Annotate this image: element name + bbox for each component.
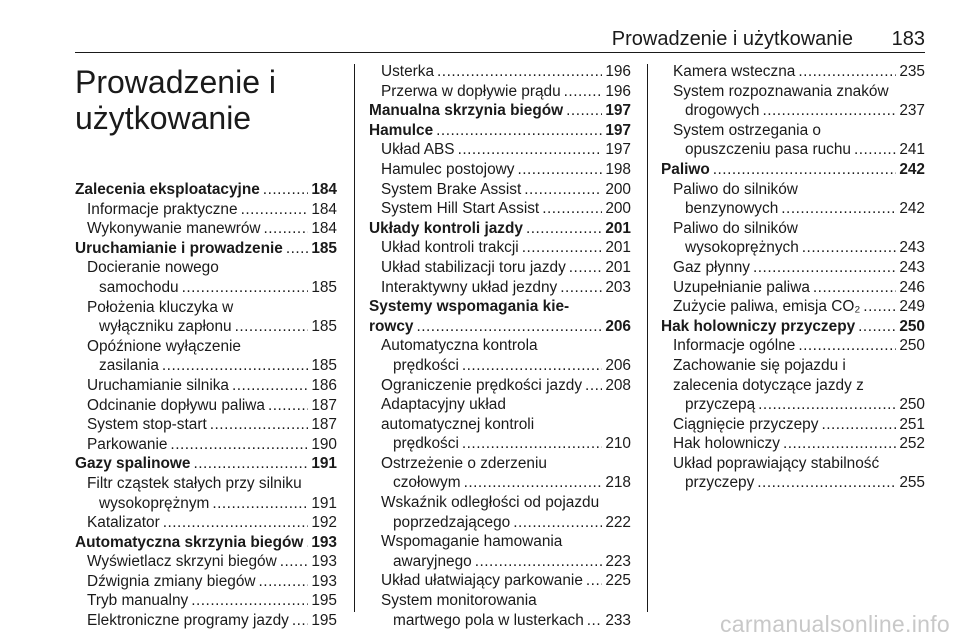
toc-entry-page: 197 [605, 141, 631, 159]
toc-entry[interactable] [369, 513, 631, 533]
toc-entry-line: Opóźnione wyłączenie [87, 337, 241, 355]
toc-entry-line: Wspomaganie hamowania [381, 533, 563, 551]
toc-section-entry[interactable] [75, 180, 337, 200]
toc-entry-line: Docieranie nowego [87, 259, 219, 277]
toc-entry-page: 250 [899, 337, 925, 355]
toc-entry-label: Ograniczenie prędkości jazdy [381, 376, 583, 394]
toc-entry-label: Elektroniczne programy jazdy [87, 612, 289, 630]
watermark: carmanualsonline.info [719, 611, 950, 637]
toc-entry-label: Hak holowniczy [673, 435, 780, 453]
toc-entry-label: opuszczeniu pasa ruchu [685, 141, 851, 159]
leader-dots [753, 258, 896, 278]
toc-entry[interactable] [75, 219, 337, 239]
toc-entry-page: 185 [311, 357, 337, 375]
toc-entry-label: Uruchamianie i prowadzenie [75, 239, 283, 257]
toc-entry-label: Dźwignia zmiany biegów [87, 572, 256, 590]
toc-entry-label: Układ kontroli trakcji [381, 239, 519, 257]
toc-entry[interactable] [661, 238, 925, 258]
leader-dots [569, 258, 603, 278]
leader-dots [758, 395, 896, 415]
column-divider-2 [647, 64, 648, 612]
leader-dots [587, 611, 603, 631]
toc-entry[interactable] [369, 571, 631, 591]
toc-entry[interactable] [75, 278, 337, 298]
toc-section-entry[interactable] [369, 101, 631, 121]
leader-dots [292, 611, 308, 631]
toc-entry-page: 246 [899, 278, 925, 296]
toc-entry[interactable] [661, 434, 925, 454]
toc-entry-page: 186 [311, 376, 337, 394]
toc-entry-page: 243 [899, 258, 925, 276]
leader-dots [232, 376, 308, 396]
toc-entry[interactable] [75, 611, 337, 631]
toc-entry-page: 255 [899, 474, 925, 492]
toc-entry[interactable] [661, 473, 925, 493]
leader-dots [585, 376, 602, 396]
toc-entry-page: 233 [605, 611, 631, 629]
toc-entry[interactable] [661, 336, 925, 356]
toc-entry-label: Zalecenia eksploatacyjne [75, 181, 260, 198]
leader-dots [564, 82, 603, 102]
page-number: 183 [891, 28, 925, 50]
toc-entry-label: Katalizator [87, 514, 160, 532]
leader-dots [798, 336, 896, 356]
toc-entry-page: 193 [311, 553, 337, 571]
toc-entry-label: Wyświetlacz skrzyni biegów [87, 553, 277, 571]
toc-entry-label: wyłączniku zapłonu [99, 318, 232, 336]
toc-entry-label: Układ stabilizacji toru jazdy [381, 258, 566, 276]
toc-entry[interactable] [369, 611, 631, 631]
toc-entry-page: 196 [605, 63, 631, 80]
toc-section-entry[interactable] [369, 317, 631, 337]
chapter-title-line-1: Prowadzenie i [75, 64, 276, 100]
leader-dots [263, 180, 309, 200]
toc-section-entry[interactable] [661, 317, 925, 337]
toc-entry-label: Gaz płynny [673, 258, 750, 276]
toc-entry-page: 200 [605, 180, 631, 198]
toc-entry[interactable] [75, 317, 337, 337]
leader-dots [513, 513, 602, 533]
column-divider-1 [354, 64, 355, 612]
toc-entry[interactable] [369, 160, 631, 180]
toc-column-1 [75, 62, 337, 631]
leader-dots [802, 238, 897, 258]
toc-entry[interactable] [369, 258, 631, 278]
toc-entry-page: 191 [311, 455, 337, 473]
toc-entry-label: poprzedzającego [393, 513, 511, 531]
toc-entry[interactable] [75, 494, 337, 514]
toc-entry-label: Układ ABS [381, 141, 455, 159]
toc-entry[interactable] [369, 376, 631, 396]
toc-entry-page: 193 [311, 572, 337, 590]
toc-entry-label: prędkości [393, 356, 459, 374]
leader-dots [162, 356, 308, 376]
toc-entry-page: 200 [605, 200, 631, 218]
leader-dots [762, 101, 896, 121]
toc-entry[interactable] [661, 199, 925, 219]
toc-entry[interactable] [75, 572, 337, 592]
toc-column-3 [661, 62, 925, 493]
toc-entry-page: 195 [311, 592, 337, 610]
toc-entry-label: drogowych [685, 102, 760, 120]
toc-entry-label: przyczepą [685, 396, 756, 414]
toc-entry-label: Wykonywanie manewrów [87, 220, 261, 238]
toc-entry[interactable] [661, 297, 925, 317]
toc-entry-label: System Brake Assist [381, 180, 522, 198]
toc-entry-page: 197 [605, 121, 631, 139]
leader-dots [783, 434, 896, 454]
toc-entry-page: 191 [311, 494, 337, 512]
toc-entry-label: Usterka [381, 63, 435, 80]
leader-dots [286, 239, 308, 259]
toc-section-entry[interactable] [75, 533, 337, 553]
toc-entry-page: 235 [899, 63, 925, 80]
leader-dots [542, 199, 602, 219]
toc-entry-label: Paliwo [661, 160, 710, 178]
toc-entry-page: 251 [899, 415, 925, 433]
toc-entry-label: martwego pola w lusterkach [393, 611, 584, 629]
toc-entry-page: 223 [605, 552, 631, 570]
toc-entry-page: 201 [605, 239, 631, 257]
toc-entry-page: 184 [311, 200, 337, 218]
toc-entry[interactable] [369, 473, 631, 493]
leader-dots [259, 572, 309, 592]
toc-entry[interactable] [369, 62, 631, 82]
leader-dots [462, 434, 602, 454]
leader-dots [821, 415, 896, 435]
toc-entry-line: Wskaźnik odległości od pojazdu [381, 494, 600, 512]
leader-dots [524, 180, 602, 200]
leader-dots [757, 473, 896, 493]
toc-entry-label: Układy kontroli jazdy [369, 219, 523, 237]
toc-entry-page: 187 [311, 416, 337, 434]
leader-dots [191, 591, 308, 611]
toc-entry-page: 192 [311, 514, 337, 532]
toc-entry[interactable] [75, 513, 337, 533]
toc-entry-label: Uruchamianie silnika [87, 376, 229, 394]
toc-entry[interactable] [661, 258, 925, 278]
toc-column-2 [369, 62, 631, 630]
toc-entry-label: Hamulec postojowy [381, 160, 515, 178]
header-title: Prowadzenie i użytkowanie [611, 28, 853, 50]
toc-entry-label: samochodu [99, 278, 179, 296]
toc-entry-page: 185 [311, 278, 337, 296]
leader-dots [858, 317, 896, 337]
leader-dots [193, 454, 308, 474]
toc-entry-page: 250 [899, 317, 925, 335]
leader-dots [163, 513, 309, 533]
toc-entry[interactable] [75, 200, 337, 220]
leader-dots [416, 317, 602, 337]
toc-entry-page: 242 [899, 160, 925, 178]
leader-dots [235, 317, 309, 337]
toc-entry-label: Hak holowniczy przyczepy [661, 317, 856, 335]
toc-entry-line: System ostrzegania o [673, 121, 821, 139]
toc-entry-label: zasilania [99, 357, 159, 375]
toc-entry-label: Tryb manualny [87, 592, 189, 610]
leader-dots [182, 278, 309, 298]
toc-entry[interactable] [369, 434, 631, 454]
leader-dots [268, 396, 308, 416]
toc-entry-line: Układ poprawiający stabilność [673, 454, 880, 472]
toc-entry-label: wysokoprężnych [685, 239, 799, 257]
toc-entry-page: 195 [311, 612, 337, 630]
toc-entry-page: 203 [605, 278, 631, 296]
leader-dots [517, 160, 602, 180]
toc-entry-label: Parkowanie [87, 435, 168, 453]
leader-dots [436, 121, 602, 141]
toc-entry-page: 206 [605, 317, 631, 335]
toc-entry-page: 208 [605, 376, 631, 394]
toc-entry-page: 187 [311, 396, 337, 414]
leader-dots [458, 140, 603, 160]
toc-section-entry[interactable] [661, 160, 925, 180]
toc-entry[interactable] [75, 415, 337, 435]
toc-entry-label: Hamulce [369, 121, 434, 139]
toc-entry-page: 201 [605, 219, 631, 237]
toc-entry[interactable] [661, 140, 925, 160]
toc-entry-page: 218 [605, 474, 631, 492]
toc-entry-label: Uzupełnianie paliwa [673, 278, 810, 296]
toc-entry-label: wysokoprężnym [99, 494, 210, 512]
toc-entry-label: System stop-start [87, 416, 207, 434]
leader-dots [212, 494, 308, 514]
leader-dots [475, 552, 603, 572]
leader-dots [863, 297, 896, 317]
leader-dots [264, 219, 309, 239]
leader-dots [462, 356, 602, 376]
toc-entry-page: 198 [605, 160, 631, 178]
toc-entry-page: 252 [899, 435, 925, 453]
toc-entry[interactable] [75, 552, 337, 572]
leader-dots [170, 435, 308, 455]
toc-entry-line: Ostrzeżenie o zderzeniu [381, 454, 547, 472]
toc-entry-page: 249 [899, 298, 925, 316]
leader-dots [280, 552, 309, 572]
toc-entry-label: Informacje ogólne [673, 337, 796, 355]
toc-entry[interactable] [75, 435, 337, 455]
toc-entry-label: Informacje praktyczne [87, 200, 238, 218]
toc-entry[interactable] [661, 62, 925, 82]
leader-dots [586, 571, 602, 591]
leader-dots [210, 415, 309, 435]
toc-entry-page: 241 [899, 141, 925, 159]
header-rule [75, 52, 925, 53]
toc-entry-label: Kamera wsteczna [673, 63, 796, 80]
toc-entry-label: Przerwa w dopływie prądu [381, 82, 561, 100]
toc-entry-page: 197 [605, 102, 631, 120]
toc-entry-page: 201 [605, 258, 631, 276]
toc-entry[interactable] [369, 552, 631, 572]
running-header [75, 28, 925, 52]
toc-entry-page: 190 [311, 435, 337, 453]
toc-entry-line: Filtr cząstek stałych przy silniku [87, 474, 302, 492]
toc-entry[interactable] [369, 180, 631, 200]
toc-entry-label: Ciągnięcie przyczepy [673, 415, 819, 433]
toc-entry-label: Odcinanie dopływu paliwa [87, 396, 265, 414]
toc-entry[interactable] [75, 591, 337, 611]
toc-entry-page: 184 [311, 181, 337, 198]
toc-entry-line: Adaptacyjny układ [381, 396, 506, 414]
toc-entry-label: System Hill Start Assist [381, 200, 540, 218]
toc-entry-page: 210 [605, 435, 631, 453]
leader-dots [464, 473, 603, 493]
toc-entry-page: 193 [311, 533, 337, 551]
leader-dots [560, 278, 602, 298]
chapter-title [75, 64, 337, 136]
toc-section-entry[interactable] [369, 121, 631, 141]
toc-entry[interactable] [369, 278, 631, 298]
toc-entry-line: automatycznej kontroli [381, 415, 535, 433]
toc-entry-page: 196 [605, 82, 631, 100]
leader-dots [854, 140, 896, 160]
leader-dots [566, 101, 602, 121]
toc-entry[interactable] [369, 356, 631, 376]
toc-entry-page: 250 [899, 396, 925, 414]
toc-entry-line: zalecenia dotyczące jazdy z [673, 376, 864, 394]
toc-section-entry[interactable] [75, 454, 337, 474]
leader-dots [241, 200, 309, 220]
toc-entry-label: przyczepy [685, 474, 755, 492]
toc-section-entry[interactable] [369, 219, 631, 239]
toc-entry-line: Położenia kluczyka w [87, 298, 234, 316]
toc-entry-line: Paliwo do silników [673, 180, 798, 198]
toc-entry-label: Gazy spalinowe [75, 455, 191, 473]
toc-entry-label: Interaktywny układ jezdny [381, 278, 558, 296]
toc-entry-label: prędkości [393, 435, 459, 453]
leader-dots [437, 62, 602, 82]
toc-entry-label: Zużycie paliwa, emisja CO₂ [673, 298, 861, 316]
toc-entry-label: rowcy [369, 317, 414, 335]
toc-entry-page: 222 [605, 513, 631, 531]
toc-entry-page: 184 [311, 220, 337, 238]
toc-entry-page: 206 [605, 356, 631, 374]
toc-entry[interactable] [369, 238, 631, 258]
toc-entry-line: System monitorowania [381, 592, 537, 610]
toc-entry-label: Manualna skrzynia biegów [369, 102, 564, 120]
toc-entry-line: Automatyczna kontrola [381, 337, 538, 355]
toc-entry-page: 185 [311, 318, 337, 336]
toc-entry-page: 242 [899, 200, 925, 218]
leader-dots [526, 219, 602, 239]
toc-entry-page: 185 [311, 239, 337, 257]
toc-entry[interactable] [369, 140, 631, 160]
toc-entry[interactable] [369, 82, 631, 102]
toc-entry-line: System rozpoznawania znaków [673, 82, 889, 100]
toc-entry[interactable] [369, 199, 631, 219]
leader-dots [306, 533, 308, 553]
toc-section-entry[interactable] [75, 239, 337, 259]
toc-entry-label: czołowym [393, 474, 461, 492]
toc-entry[interactable] [75, 396, 337, 416]
toc-entry[interactable] [75, 376, 337, 396]
toc-entry[interactable] [661, 415, 925, 435]
toc-entry-page: 243 [899, 239, 925, 257]
toc-entry-label: Automatyczna skrzynia biegów [75, 533, 304, 551]
toc-entry-line: Zachowanie się pojazdu i [673, 356, 846, 374]
toc-entry-label: awaryjnego [393, 552, 472, 570]
toc-entry[interactable] [75, 356, 337, 376]
leader-dots [798, 62, 896, 82]
leader-dots [522, 238, 603, 258]
toc-entry[interactable] [661, 278, 925, 298]
leader-dots [813, 278, 896, 298]
toc-entry-page: 225 [605, 572, 631, 590]
leader-dots [713, 160, 897, 180]
toc-entry-line: Systemy wspomagania kie- [369, 298, 570, 316]
toc-entry[interactable] [661, 395, 925, 415]
toc-entry-line: Paliwo do silników [673, 219, 798, 237]
chapter-title-line-2: użytkowanie [75, 100, 252, 136]
toc-entry-page: 237 [899, 102, 925, 120]
leader-dots [781, 199, 896, 219]
toc-entry-label: Układ ułatwiający parkowanie [381, 572, 583, 590]
toc-entry-label: benzynowych [685, 200, 779, 218]
toc-entry[interactable] [661, 101, 925, 121]
